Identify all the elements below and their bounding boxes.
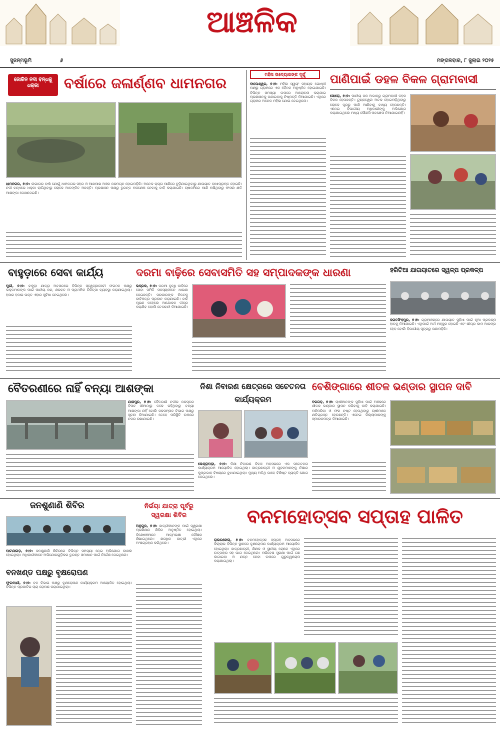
pani-body-continued bbox=[330, 156, 406, 260]
jansunani-headline: ଜନଶୁଣାଣି ଶିବିର bbox=[30, 501, 85, 511]
chhada-headline: ହରିତିଆ ଯାତାୟାତରେ ସ୍ୱଳ୍ପ ପ୍ରକଳ୍ପ bbox=[390, 267, 484, 274]
dharana-body: ଭଦ୍ରକ, ୭।୭: ଦରମା ବୃଦ୍ଧି ଦାବିରେ ସେବା ସମିତି ସଦସ୍ୟମାନେ ଧାରଣା ଦେଇଛନ୍ତି। ସରକାରଙ୍କ ନିକଟକୁ ଦାବିପତ୍ର ପ୍ରଦାନ କରାଯାଇଛି। ଦାବି ପୂରଣ ନହେଲେ ଆନ୍ଦୋଳନ ତୀବ୍ର କରାଯିବ ବୋଲି ଚେତାବନୀ ଦିଆଯାଇଛି। bbox=[136, 284, 188, 310]
section-rule-2 bbox=[0, 378, 500, 379]
vanamahotsav-captions bbox=[214, 698, 398, 728]
pani-headline: ପାଣିପାଇଁ ଡହଳ ବିକଳ ଗ୍ରାମବାସୀ bbox=[330, 72, 478, 86]
cold-headline: ବେଶିଙ୍ଗାରେ ଶୀତଳ ଭଣ୍ଡାର ସ୍ଥାପନ ଦାବି bbox=[312, 382, 472, 393]
nirbhaya-body-continued bbox=[136, 584, 202, 730]
tree-headline: ବନଖଣ୍ଡ ପକ୍ଷରୁ ବୃକ୍ଷରୋପଣ bbox=[6, 568, 88, 577]
jansunani-body: ପାଟଣାଗଡ଼, ୭।୭: ଜନଶୁଣାଣି ଶିବିରରେ ବିଭିନ୍ନ ସମସ୍ୟା ନେଇ ଅଭିଯୋଗ ଦାଖଲ ହୋଇଥିଲା। ଅଧିକାରୀମାନେ ଅଭିଯୋଗଗୁଡ଼ିକର ତୁରନ୍ତ ସମାଧାନ ପାଇଁ ନିର୍ଦ୍ଦେଶ ଦେଇଥିଲେ। bbox=[6, 549, 132, 558]
masthead-title: ଆଞ୍ଚଳିକ bbox=[206, 5, 298, 40]
nisha-body: କେନ୍ଦ୍ରାପଡ଼ା, ୭।୭: ନିଶା ନିବାରଣ ଦିବସ ଅବସରରେ ଏକ ସଚେତନତା କାର୍ଯ୍ୟକ୍ରମ ଆୟୋଜିତ ହୋଇଥିଲା। ଛାତ୍ରଛାତ୍ରୀ ଓ ଯୁବକମାନଙ୍କୁ ନିଶାର କୁପ୍ରଭାବ ବିଷୟରେ ବୁଝାଯାଇଥିଲା। ମୁଖ୍ୟ ଅତିଥି ଭାବେ ବିଶିଷ୍ଟ ବ୍ୟକ୍ତି ଯୋଗ ଦେଇଥିଲେ। bbox=[198, 462, 308, 479]
baitarani-headline: ବୈତରଣୀରେ ନାହିଁ ବନ୍ୟା ଆଶଙ୍କା bbox=[8, 382, 154, 395]
cold-photo-1 bbox=[390, 400, 496, 446]
chhada-body: ଜଗତସିଂହପୁର, ୭।୭: ଗ୍ରାମାଞ୍ଚଳରେ ଯାତାୟାତ ସୁବିଧା ପାଇଁ ନୂଆ ପ୍ରକଳ୍ପ ହାତକୁ ନିଆଯାଇଛି। ଏଥିପାଇଁ ଅର୍ଥ ମଞ୍ଜୁର ହୋଇଛି ଏବଂ ଶୀଘ୍ର କାମ ଆରମ୍ଭ ହେବ ବୋଲି ବିଭାଗୀୟ ସୂତ୍ରରୁ ଜଣାପଡ଼ିଛି। bbox=[390, 318, 496, 331]
flood-kicker: ଜୋକିନ ନଦୀ ବନ୍ଧକୁ ଧକ୍କା bbox=[8, 74, 58, 96]
page-number: ୬ bbox=[60, 58, 64, 64]
masthead-date: ମଙ୍ଗଳବାର, ୮ ଜୁଲାଇ ୨୦୨୫ bbox=[436, 58, 494, 64]
jansunani-photo bbox=[6, 516, 126, 546]
column-divider bbox=[246, 70, 247, 260]
masthead-rule bbox=[0, 67, 500, 68]
baitarani-body-continued bbox=[6, 454, 194, 494]
tree-photo bbox=[6, 606, 52, 726]
nirbhaya-body: ଅନୁଗୁଳ, ୭।୭: ଛାତ୍ରୀମାନଙ୍କ ପାଇଁ ସ୍ୱରକ୍ଷା ପ୍ରଶିକ୍ଷଣ ଶିବିର ଅନୁଷ୍ଠିତ ହୋଇଥିଲା। ବିଶେଷଜ୍ଞମାନେ ଆତ୍ମରକ୍ଷା କୌଶଳ ଶିଖାଇଥିଲେ। ଶତାଧିକ ଛାତ୍ରୀ ଏଥିରେ ଅଂଶଗ୍ରହଣ କରିଥିଲେ। bbox=[136, 524, 202, 546]
flood-photo-2 bbox=[118, 102, 242, 178]
dharana-headline: ଦରମା ବାଢ଼ିରେ ସେବାସମିତି ସହ ସମ୍ପାଦକଙ୍କ ଧାରଣା bbox=[136, 267, 351, 279]
water-body-continued bbox=[250, 138, 326, 258]
masthead-left-label: ସୁଜନ୍ମଭୂମି bbox=[10, 58, 32, 64]
water-kicker: ମହିଳା ଉଦ୍ୟୋଗଙ୍କ ଦୂର୍ଗୁ bbox=[250, 70, 320, 79]
flood-body: ଧାମନଗର, ୭।୭: ଲଗାତାର ବର୍ଷା ଯୋଗୁଁ ଧାମନଗର ସହର ଓ ଆଖପାଖ ଅଞ୍ଚଳ ଜଳମଗ୍ନ ହୋଇପଡ଼ିଛି। ଅନେକ ରାସ୍ତା ପାଣିରେ ବୁଡ଼ିଯାଇଥିବାରୁ ଯାତାୟାତ ବାଧାପ୍ରାପ୍ତ ହୋଇଛି। ନଦୀ ବନ୍ଧରେ ଧକ୍କା ଲାଗିଥିବାରୁ ଲୋକେ ଆତଙ୍କିତ ଅଛନ୍ତି। ପ୍ରଶାସନ ପକ୍ଷରୁ ତୁରନ୍ତ ପଦକ୍ଷେପ ନେବାକୁ ଦାବି କରାଯାଇଛି। ଚାଷଜମିରେ ପାଣି ପଶିଥିବାରୁ ଫସଲ କ୍ଷତି ଆଶଙ୍କା ଦେଖାଦେଇଛି। bbox=[6, 182, 242, 195]
nirbhaya-headline: ନିର୍ଭୟା ଯାତ୍ରା ପୂର୍ବରୁ ସ୍ୱରକ୍ଷା ଶିବିର bbox=[144, 503, 194, 519]
flood-headline: ବର୍ଷାରେ ଜଳାର୍ଣ୍ଣବ ଧାମନଗର bbox=[64, 76, 227, 92]
pani-side-text bbox=[410, 214, 496, 260]
temple-illustration-left bbox=[0, 0, 120, 46]
tree-body: ଫୁଲବାଣୀ, ୭।୭: ବନ ବିଭାଗ ପକ୍ଷରୁ ବୃକ୍ଷରୋପଣ କାର୍ଯ୍ୟକ୍ରମ ଆୟୋଜିତ ହୋଇଥିଲା। ବିଭିନ୍ନ ପ୍ରଜାତିର ଚାରା ରୋପଣ କରାଯାଇଥିଲା। bbox=[6, 581, 132, 590]
service-headline: ବାହୁଡ଼ାରେ ସେବା କାର୍ଯ୍ୟ bbox=[8, 267, 104, 279]
vanamahotsav-side-text bbox=[402, 538, 496, 728]
nisha-photo-2 bbox=[244, 410, 308, 458]
vanamahotsav-body-continued bbox=[304, 538, 398, 638]
service-body: ପୁରୀ, ୭।୭: ବାହୁଡ଼ା ଯାତ୍ରା ଅବସରରେ ବିଭିନ୍ନ ସ୍ୱେଚ୍ଛାସେବୀ ସଂଗଠନ ପକ୍ଷରୁ ଭକ୍ତମାନଙ୍କ ପାଇଁ ପାନୀୟ ଜଳ, ଶରବତ ଓ ପ୍ରାଥମିକ ଚିକିତ୍ସା ବ୍ୟବସ୍ଥା କରାଯାଇଥିଲା। ହଜାର ହଜାର ଭକ୍ତ ଏହାର ସୁବିଧା ନେଇଥିଲେ। bbox=[6, 284, 132, 297]
vanamahotsav-photo-2 bbox=[274, 642, 336, 694]
cold-body: ବରଗଡ଼, ୭।୭: ଚାଷୀମାନଙ୍କ ସୁବିଧା ପାଇଁ ଅଞ୍ଚଳରେ ଶୀତଳ ଭଣ୍ଡାର ସ୍ଥାପନ କରିବାକୁ ଦାବି କରାଯାଇଛି। ପନିପରିବା ଓ ଫଳ ନଷ୍ଟ ହେଉଥିବାରୁ ଚାଷୀମାନେ କ୍ଷତିଗ୍ରସ୍ତ ହେଉଛନ୍ତି। ଏନେଇ ଜିଲ୍ଲାପାଳଙ୍କୁ ସ୍ମାରକପତ୍ର ଦିଆଯାଇଛି। bbox=[312, 400, 386, 422]
pani-photo-2 bbox=[410, 154, 496, 210]
pani-body: ସୋରୋ, ୭।୭: ପାନୀୟ ଜଳ ଅଭାବରୁ ଗ୍ରାମବାସୀ ଡହଳ ବିକଳ ହେଉଛନ୍ତି। ଟ୍ୟୁବୱେଲ ଅଚଳ ହୋଇପଡ଼ିଥିବାରୁ ଲୋକେ ଦୂରରୁ ପାଣି ଆଣିବାକୁ ବାଧ୍ୟ ହେଉଛନ୍ତି। ଏନେଇ ବିଭାଗୀୟ ଅଧିକାରୀଙ୍କୁ ଅଭିଯୋଗ କରାଯାଇଥିଲେ ମଧ୍ୟ କୌଣସି ପଦକ୍ଷେପ ନିଆଯାଇନାହିଁ। bbox=[330, 94, 406, 116]
temple-illustration-right bbox=[350, 0, 500, 46]
vanamahotsav-photo-1 bbox=[214, 642, 272, 694]
vanamahotsav-headline: ବନମହୋତ୍ସବ ସପ୍ତାହ ପାଳିତ bbox=[247, 506, 463, 528]
baitarani-body: ଯାଜପୁର, ୭।୭: ବୈତରଣୀ ନଦୀର ଜଳସ୍ତର ବିପଦ ସୀମାଠାରୁ ତଳେ ରହିଥିବାରୁ ବନ୍ୟା ଆଶଙ୍କା ନାହିଁ ବୋଲି ଜଳସମ୍ପଦ ବିଭାଗ ପକ୍ଷରୁ ସୂଚନା ଦିଆଯାଇଛି। ତେବେ ପରିସ୍ଥିତି ଉପରେ ନଜର ରଖାଯାଇଛି। bbox=[128, 400, 194, 422]
chhada-headline-box bbox=[390, 265, 496, 279]
section-rule-1 bbox=[0, 262, 500, 263]
baitarani-photo bbox=[6, 400, 126, 450]
masthead bbox=[0, 0, 500, 64]
tree-body-continued bbox=[56, 606, 132, 728]
water-body: ବାଲେଶ୍ୱର, ୭।୭: ମହିଳା ସ୍ୱୟଂ ସହାୟକ ଗୋଷ୍ଠୀ ପକ୍ଷରୁ ଗ୍ରାମରେ ଏକ ବୈଠକ ଅନୁଷ୍ଠିତ ହୋଇଯାଇଛି। ବିଭିନ୍ନ ସମସ୍ୟା ଉପରେ ଆଲୋଚନା କରାଯାଇ ପ୍ରଶାସନକୁ ଜଣାଇବାକୁ ନିଷ୍ପତ୍ତି ନିଆଯାଇଛି। ଏଥିରେ ଗ୍ରାମର ଅନେକ ମହିଳା ଯୋଗ ଦେଇଥିଲେ। bbox=[250, 82, 326, 104]
pani-photo-1 bbox=[410, 94, 496, 152]
cold-body-continued bbox=[312, 462, 386, 494]
section-rule-3 bbox=[0, 498, 500, 499]
service-body-continued bbox=[6, 326, 132, 374]
vanamahotsav-photo-3 bbox=[338, 642, 398, 694]
dharana-photo bbox=[192, 284, 286, 338]
nisha-headline: ନିଶା ନିବାରଣ କ୍ଷେତ୍ରରେ ସଚେତନତା କାର୍ଯ୍ୟକ୍ରମ bbox=[200, 382, 306, 404]
pani-headline-box bbox=[330, 70, 496, 90]
chhada-photo bbox=[390, 281, 496, 315]
flood-body-continued bbox=[6, 232, 242, 262]
vanamahotsav-body: ରାଉରକେଲା, ୭।୭: ବନମହୋତ୍ସବ ସପ୍ତାହ ଅବସରରେ ଜିଲ୍ଲାର ବିଭିନ୍ନ ସ୍ଥାନରେ ବୃକ୍ଷରୋପଣ କାର୍ଯ୍ୟକ୍ରମ ଆୟୋଜିତ ହୋଇଥିଲା। ଛାତ୍ରଛାତ୍ରୀ, ଶିକ୍ଷକ ଓ ସ୍ଥାନୀୟ ଲୋକେ ଏଥିରେ ଉତ୍ସାହର ସହ ଭାଗ ନେଇଥିଲେ। ପରିବେଶ ସୁରକ୍ଷା ପାଇଁ ଗଛ ଲଗାଇବା ଓ ଯତ୍ନ ନେବା ଉପରେ ଗୁରୁତ୍ୱାରୋପ କରାଯାଇଥିଲା। bbox=[214, 538, 300, 564]
dharana-body-continued bbox=[192, 342, 386, 374]
cold-photo-2 bbox=[390, 448, 496, 494]
nisha-photo-1 bbox=[198, 410, 242, 458]
dharana-side-text bbox=[290, 284, 386, 340]
flood-photo-1 bbox=[6, 102, 116, 178]
